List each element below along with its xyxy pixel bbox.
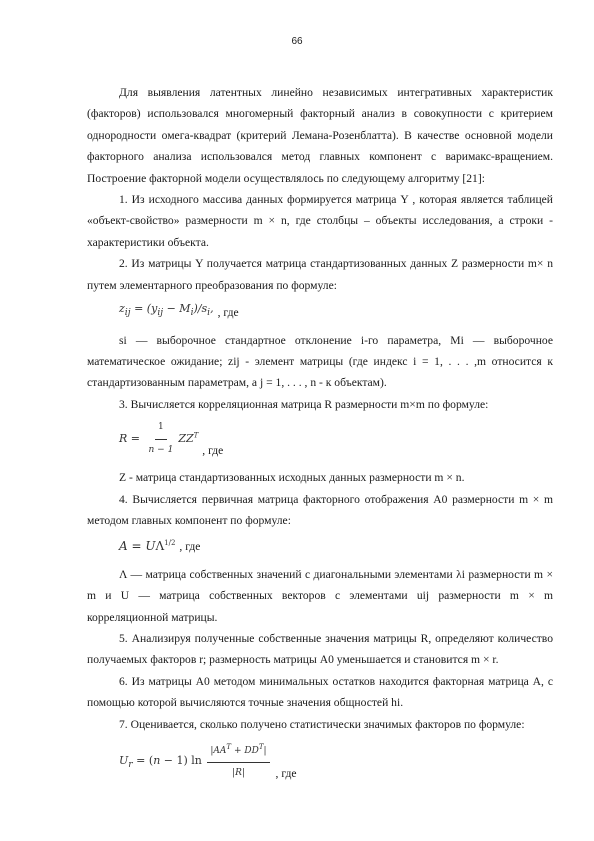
paragraph-step-4: 4. Вычисляется первичная матрица факторного отображения A0 размерности m × m методом главных компонент по формуле: [87,492,553,527]
paragraph-step-2-explanation: si — выборочное стандартное отклонение i-го параметра, Mi — выборочное математическое ожидание; zij - элемент матрицы (где индекс i = 1, . . . ,m относится к стандартизованным параметрам, а j = 1, . . . , n - к объектам). [87,333,553,390]
formula-correlation-row [87,417,553,461]
formula-correlation: R = $\frac{1}{n - 1}$ $ZZ^T$ [119,417,198,461]
formula-suffix: , где [217,306,239,320]
formula-significance-row [87,737,553,785]
document-body [87,82,553,791]
paragraph-step-2: 2. Из матрицы Y получается матрица стандартизованных данных Z размерности m× n путем элементарного преобразования по формуле: [87,257,553,292]
formula-suffix: , где [275,767,297,781]
paragraph-step-4-explanation: Λ — матрица собственных значений с диагональными элементами λi размерности m × m и U — матрица собственных векторов с элементами uij размерности m × m корреляционной матрицы. [87,567,553,624]
formula-suffix: , где [202,443,224,457]
paragraph-intro: Для выявления латентных линейно независимых интегративных характеристик (факторов) использовался многомерный факторный анализ в совокупности с критерием однородности омега-квадрат (критерий Лемана-Розенблатта). В качестве основной модели факторного анализа использовался метод главных компонент с варимакс-вращением. Построение факторной модели осуществлялось по следующему алгоритму [21]: [87,86,553,185]
paragraph-step-1: 1. Из исходного массива данных формируется матрица Y , которая является таблицей «объект-свойство» размерности m × n, где столбцы – объекты исследования, а строки - характеристики объекта. [87,193,553,249]
formula-significance: $U_r = (n - 1)$ ln $\frac{|AA^T + DD^T|}{|R|}$ [119,737,272,785]
paragraph-step-5: 5. Анализируя полученные собственные значения матрицы R, определяют количество получаемых факторов r; размерность матрицы A0 уменьшается и становится m × r. [87,631,553,667]
paragraph-step-7: 7. Оценивается, сколько получено статистически значимых факторов по формуле: [119,717,525,731]
formula-standardization: $z_{ij} = (y_{ij} - M_i)/s_i$, [119,302,214,319]
formula-suffix: , где [179,540,201,554]
formula-factor-mapping: $A = U\Lambda^{1/2}$ [119,539,176,554]
paragraph-step-3-explanation: Z - матрица стандартизованных исходных данных размерности m × n. [119,471,465,485]
page-number: 66 [291,36,303,47]
paragraph-step-3: 3. Вычисляется корреляционная матрица R размерности m×m по формуле: [119,397,489,411]
formula-standardization-row [87,298,553,324]
formula-factor-mapping-row [87,533,553,557]
paragraph-step-6: 6. Из матрицы A0 методом минимальных остатков находится факторная матрица A, с помощью которой вычисляются точные значения общностей hi. [87,674,553,710]
